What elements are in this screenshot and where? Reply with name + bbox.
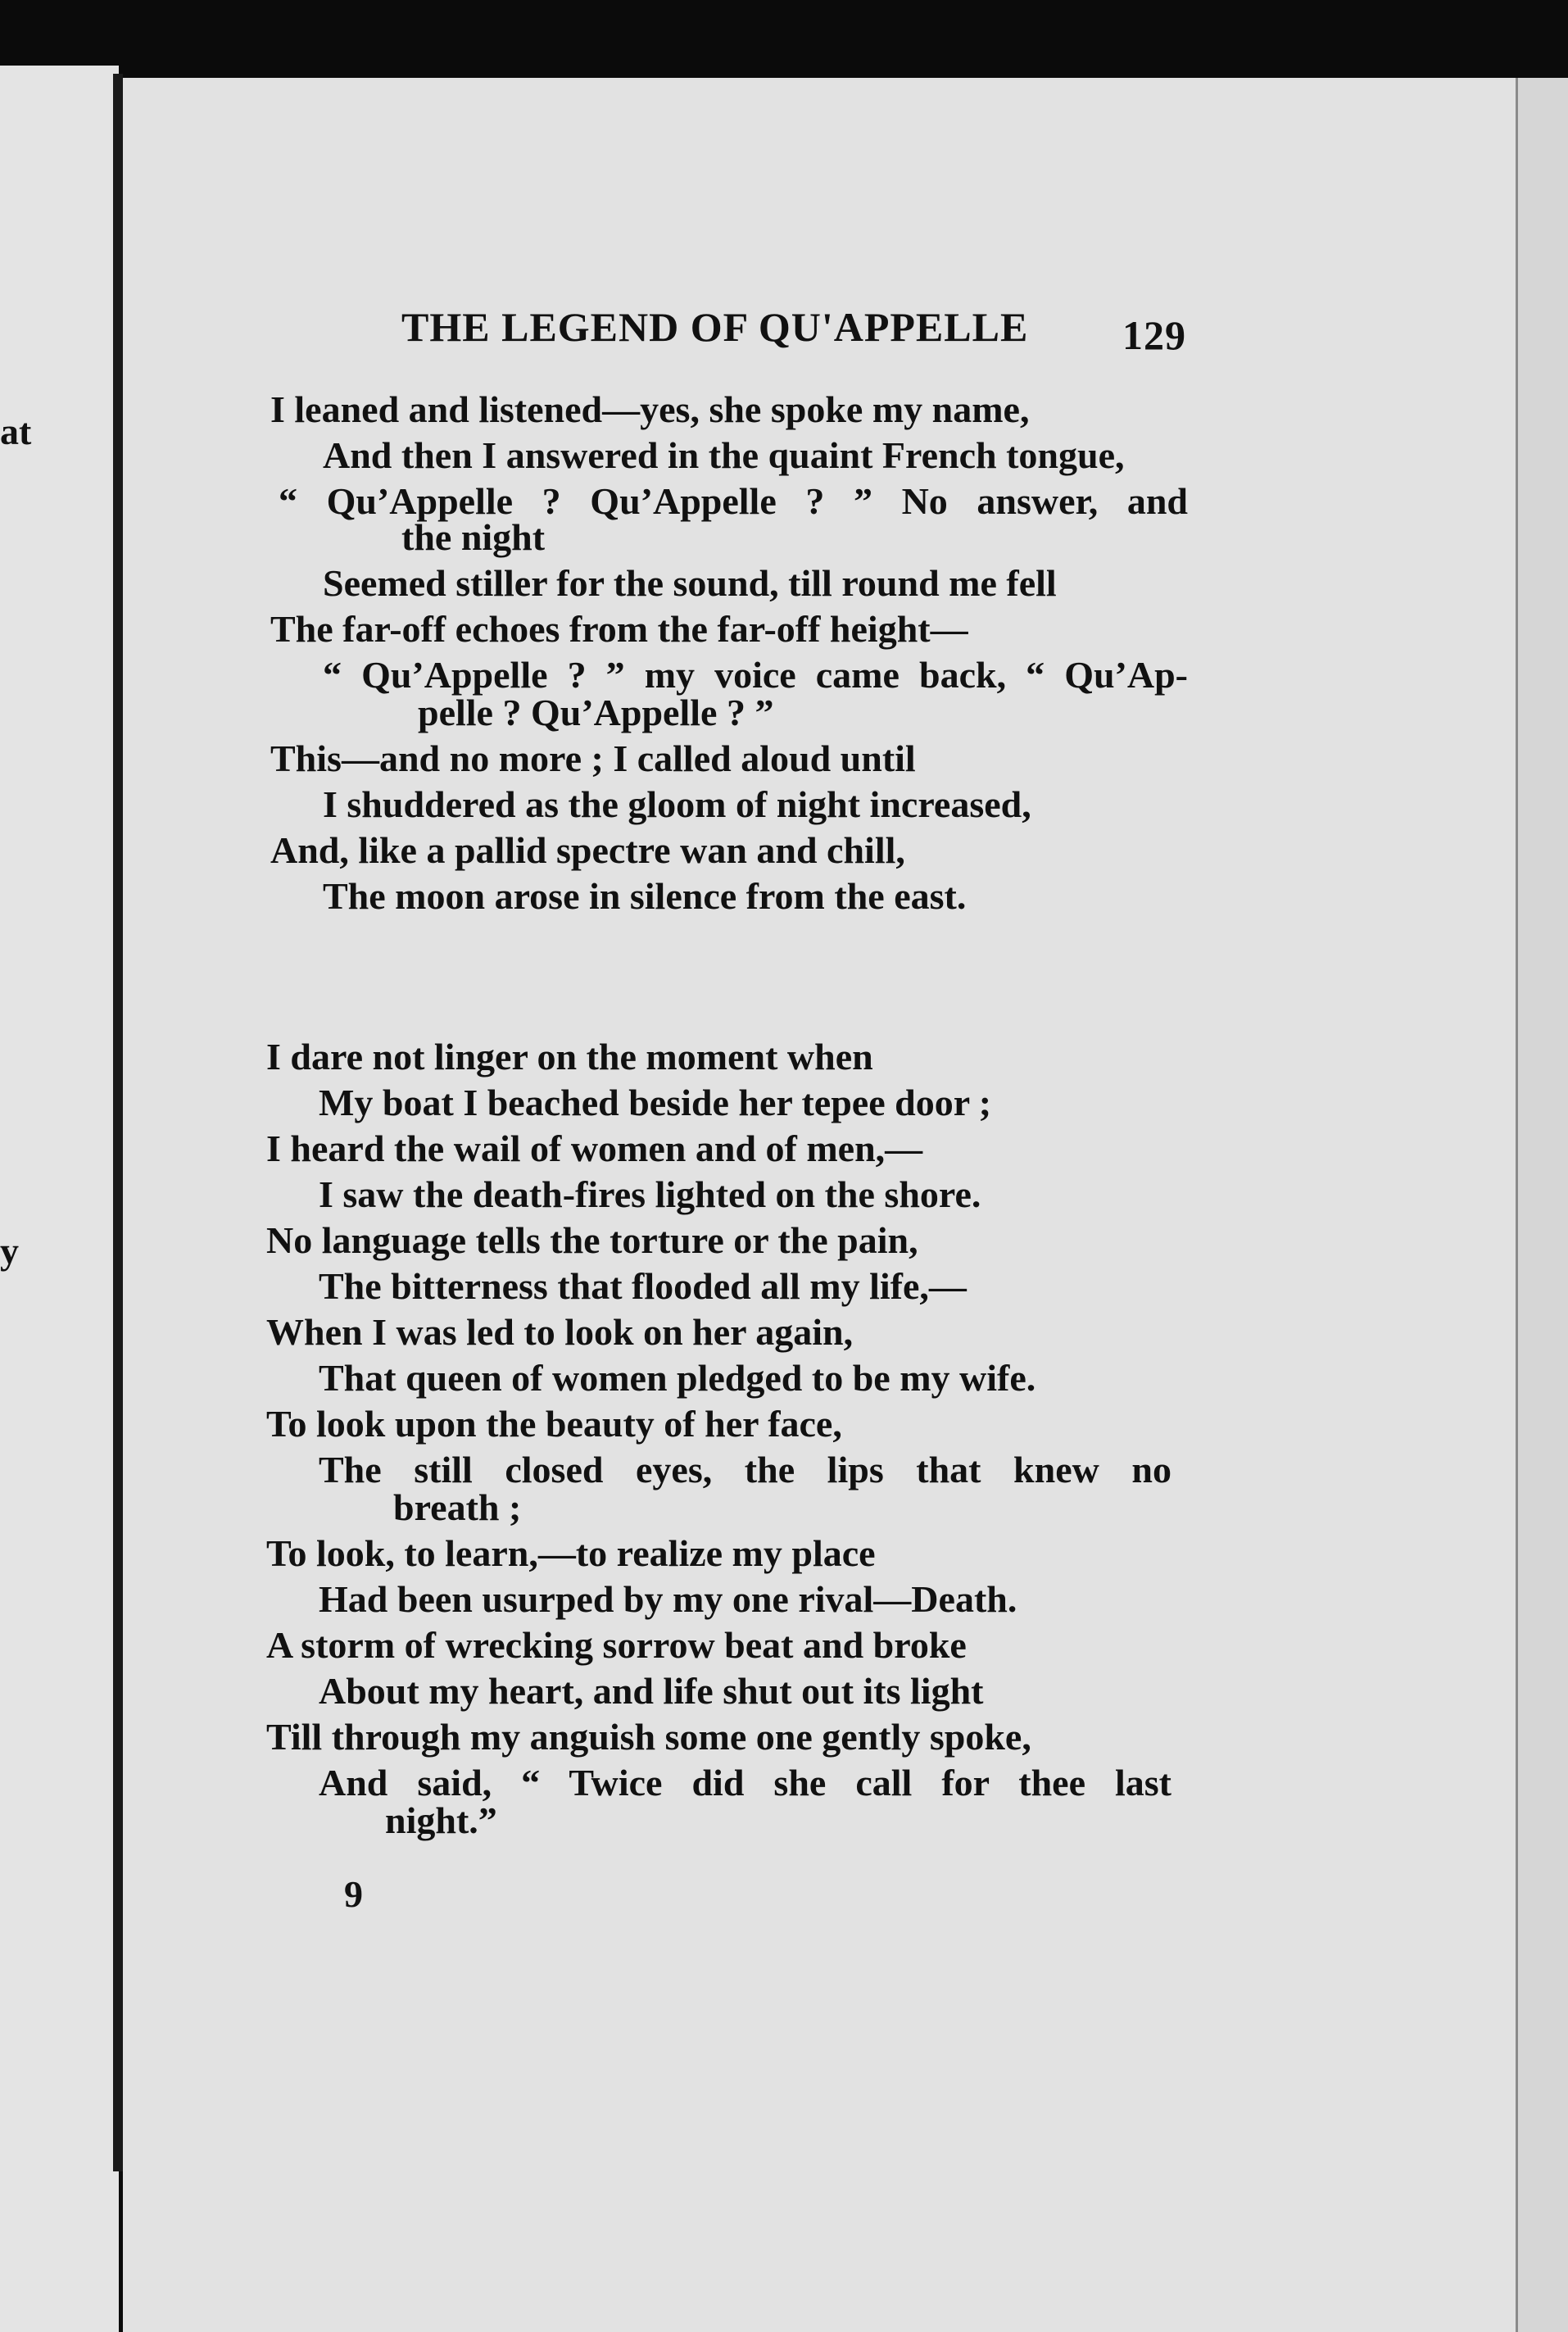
poem-line: This—and no more ; I called aloud until (270, 737, 916, 779)
left-page-text-fragment: y (0, 1230, 19, 1272)
signature-mark: 9 (344, 1873, 363, 1915)
poem-line: To look upon the beauty of her face, (266, 1403, 842, 1445)
poem-line: breath ; (393, 1486, 522, 1528)
poem-line: No language tells the torture or the pain, (266, 1219, 918, 1261)
poem-line: The moon arose in silence from the east. (323, 875, 967, 917)
poem-line: Seemed stiller for the sound, till round me fell (323, 562, 1057, 604)
poem-line: When I was led to look on her again, (266, 1311, 854, 1353)
page-edge (1516, 78, 1568, 2332)
poem-line: And said, “ Twice did she call for thee last (319, 1762, 1171, 1803)
poem-line: I saw the death-fires lighted on the shore. (319, 1173, 981, 1215)
poem-line: That queen of women pledged to be my wife. (319, 1357, 1036, 1399)
poem-line: pelle ? Qu’Appelle ? ” (418, 692, 774, 733)
stanza-1 (270, 387, 1188, 919)
stanza-2 (266, 1034, 1184, 1844)
left-page-margin (0, 66, 119, 2332)
left-page-text-fragment: at (0, 411, 32, 452)
poem-line: Till through my anguish some one gently spoke, (266, 1716, 1031, 1758)
poem-line: “ Qu’Appelle ? Qu’Appelle ? ” No answer, and (279, 480, 1188, 522)
poem-line: I heard the wail of women and of men,— (266, 1127, 923, 1169)
poem-line: I dare not linger on the moment when (266, 1036, 873, 1078)
running-title: THE LEGEND OF QU'APPELLE (401, 304, 1029, 350)
poem-line: Had been usurped by my one rival—Death. (319, 1578, 1017, 1620)
poem-line: A storm of wrecking sorrow beat and broke (266, 1624, 967, 1666)
poem-line: About my heart, and life shut out its light (319, 1670, 984, 1712)
poem-line: The far-off echoes from the far-off height— (270, 608, 968, 650)
poem-line: The bitterness that flooded all my life,— (319, 1265, 967, 1307)
poem-line: “ Qu’Appelle ? ” my voice came back, “ Qu’Ap- (323, 654, 1188, 696)
poem-line: My boat I beached beside her tepee door ; (319, 1082, 992, 1123)
poem-line: night.” (385, 1799, 497, 1841)
page-number: 129 (1122, 312, 1186, 358)
poem-line: The still closed eyes, the lips that knew no (319, 1449, 1171, 1490)
poem-line: I shuddered as the gloom of night increased, (323, 783, 1031, 825)
poem-line: I leaned and listened—yes, she spoke my name, (270, 388, 1030, 430)
poem-line: To look, to learn,—to realize my place (266, 1532, 876, 1574)
poem-line: And, like a pallid spectre wan and chill, (270, 829, 905, 871)
poem-line: And then I answered in the quaint French tongue, (323, 434, 1125, 476)
running-header (401, 303, 1188, 358)
poem-line: the night (401, 516, 546, 558)
gutter-shadow (113, 74, 123, 2171)
